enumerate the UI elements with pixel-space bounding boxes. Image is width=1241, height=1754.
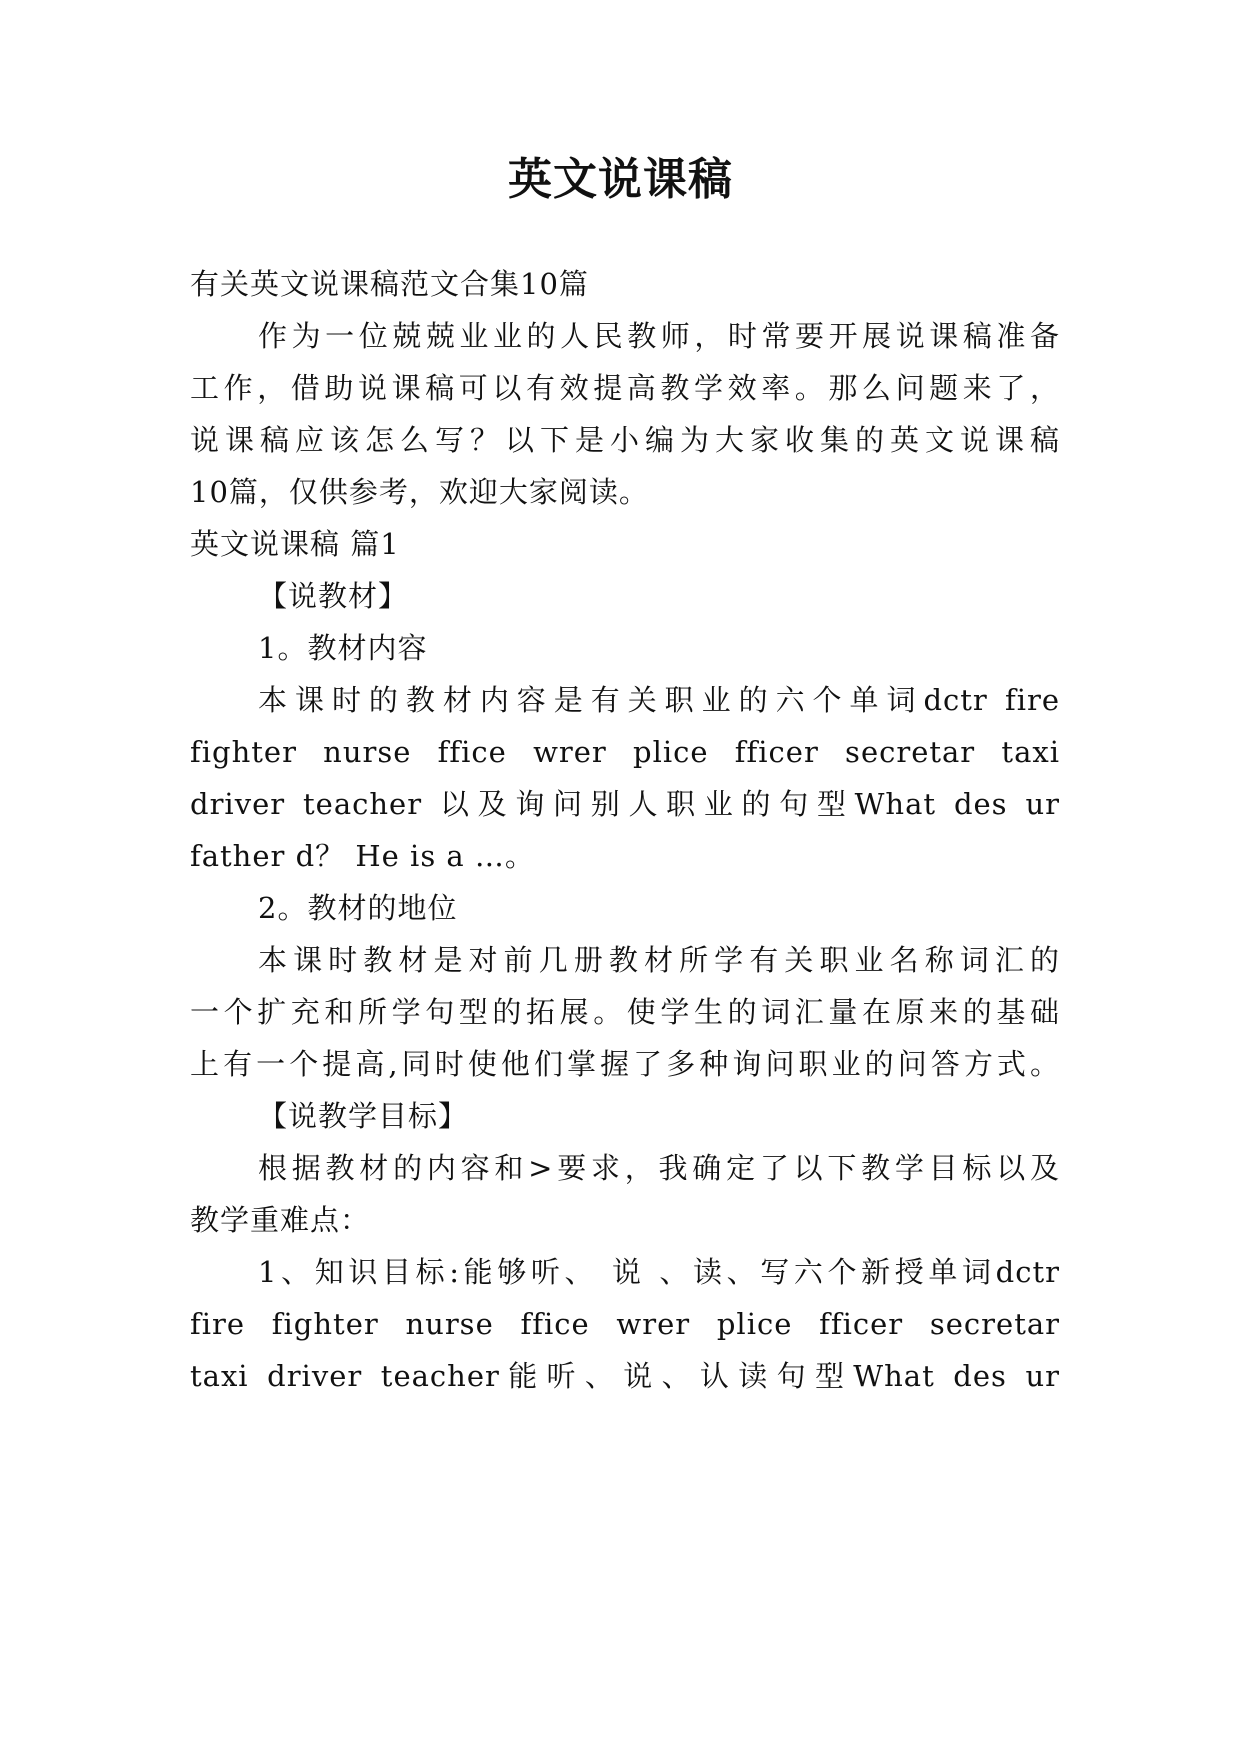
document-title: 英文说课稿 <box>508 154 733 205</box>
paragraph-line: 1、知识目标:能够听、 说 、读、写六个新授单词dctr <box>258 1255 1060 1289</box>
numbered-heading: 2。教材的地位 <box>258 891 458 925</box>
paragraph-line: 工作，借助说课稿可以有效提高教学效率。那么问题来了， <box>190 371 1060 405</box>
paragraph-line: 作为一位兢兢业业的人民教师，时常要开展说课稿准备 <box>258 319 1060 353</box>
subtitle-line: 有关英文说课稿范文合集10篇 <box>190 267 589 301</box>
paragraph-line: 一个扩充和所学句型的拓展。使学生的词汇量在原来的基础 <box>190 995 1060 1029</box>
paragraph-line: fighter nurse ffice wrer plice fficer secretar taxi <box>190 735 1060 769</box>
paragraph-line: 本课时的教材内容是有关职业的六个单词dctr fire <box>258 683 1060 717</box>
paragraph-line: 说课稿应该怎么写？以下是小编为大家收集的英文说课稿 <box>190 423 1060 457</box>
paragraph-line: father d？ He is a …。 <box>190 839 535 873</box>
subsection-heading: 【说教学目标】 <box>258 1099 469 1133</box>
numbered-heading: 1。教材内容 <box>258 631 428 665</box>
paragraph-line: 本课时教材是对前几册教材所学有关职业名称词汇的 <box>258 943 1060 977</box>
paragraph-line: 根据教材的内容和>要求，我确定了以下教学目标以及 <box>258 1151 1060 1185</box>
paragraph-line: driver teacher 以及询问别人职业的句型What des ur <box>190 787 1060 821</box>
subsection-heading: 【说教材】 <box>258 579 409 613</box>
paragraph-line: 上有一个提高,同时使他们掌握了多种询问职业的问答方式。 <box>190 1047 1060 1081</box>
paragraph-line: fire fighter nurse ffice wrer plice fficer secretar <box>190 1307 1060 1341</box>
paragraph-line: taxi driver teacher能听、说、认读句型What des ur <box>190 1359 1060 1393</box>
section-heading: 英文说课稿 篇1 <box>190 527 400 561</box>
paragraph-line: 10篇，仅供参考，欢迎大家阅读。 <box>190 475 649 509</box>
paragraph-line: 教学重难点： <box>190 1203 371 1237</box>
